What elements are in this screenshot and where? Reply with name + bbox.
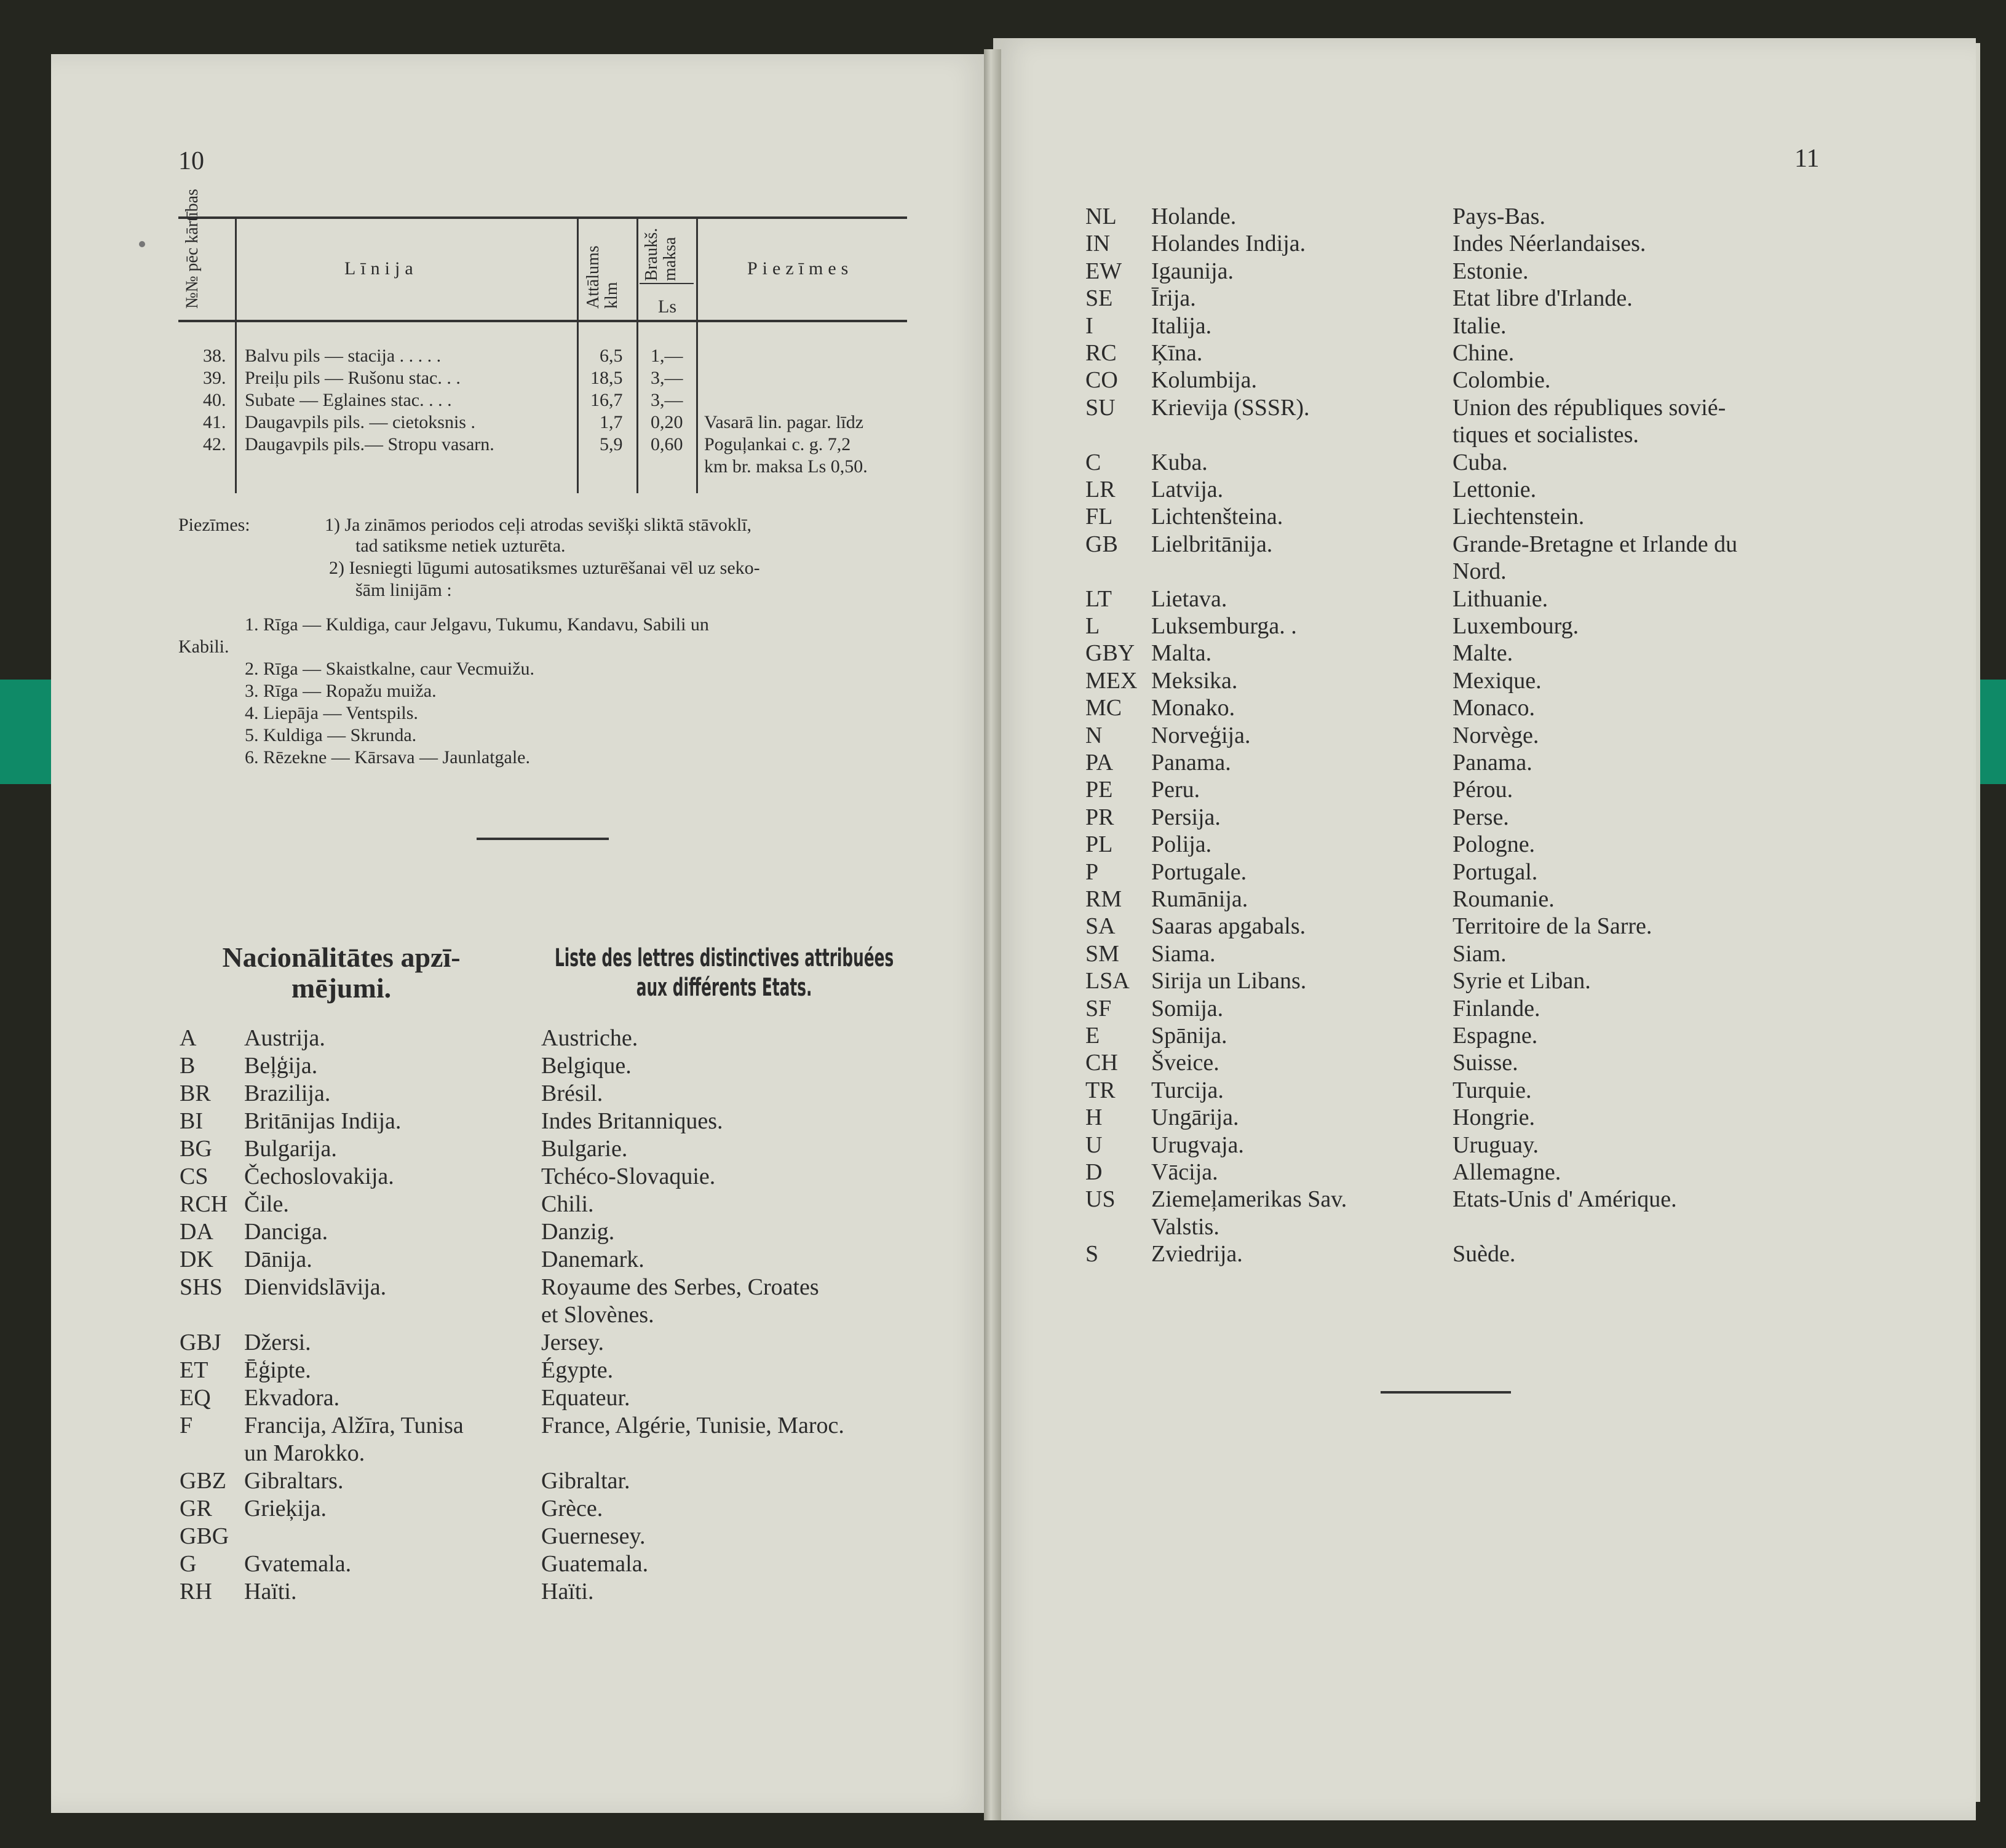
heading-latvian-line-1: Nacionālitātes apzī- [222, 942, 461, 973]
header-fare: Braukš. maksa [642, 228, 680, 281]
route-1: 1. Rīga — Kuldiga, caur Jelgavu, Tukumu, Kandavu, Sabili un [245, 614, 709, 635]
header-line: Līnija [344, 258, 418, 279]
entry-french-name: Danemark. [541, 1247, 644, 1272]
entry-latvian-name: Malta. [1151, 640, 1212, 667]
row-distance: 6,5 [600, 346, 623, 366]
entry-latvian-name: Latvija. [1151, 477, 1224, 502]
entry-code: BG [180, 1136, 212, 1162]
note-2-cont: šām linijām : [355, 580, 452, 600]
table-col-divider [235, 216, 237, 493]
entry-code: LT [1085, 585, 1112, 612]
entry-french-name: Portugal. [1453, 859, 1538, 885]
entry-french-name: Suède. [1453, 1241, 1516, 1267]
entry-code: S [1085, 1241, 1099, 1267]
route-5: 5. Kuldiga — Skrunda. [245, 725, 417, 745]
entry-latvian-name: Britānijas Indija. [244, 1108, 402, 1134]
entry-latvian-name: Portugale. [1151, 859, 1247, 885]
entry-french-name: Nord. [1453, 558, 1507, 585]
entry-latvian-name: Īrija. [1151, 285, 1196, 312]
row-line: Preiļu pils — Rušonu stac. . . [245, 368, 461, 388]
entry-french-name: Lettonie. [1453, 477, 1537, 502]
note-1-cont: tad satiksme netiek uzturēta. [355, 536, 566, 556]
route-4: 4. Liepāja — Ventspils. [245, 703, 418, 723]
entry-code: L [1085, 613, 1100, 639]
row-fare: 0,60 [651, 434, 683, 454]
route-6: 6. Rēzekne — Kārsava — Jaunlatgale. [245, 747, 530, 767]
entry-latvian-name: Krievija (SSSR). [1151, 394, 1310, 421]
entry-latvian-name: Persija. [1151, 804, 1221, 830]
book-spine [984, 49, 1001, 1820]
entry-code: RM [1085, 886, 1122, 912]
entry-french-name: Grèce. [541, 1496, 603, 1521]
route-1-cont: Kabili. [178, 636, 229, 657]
entry-french-name: Tchéco-Slovaquie. [541, 1164, 716, 1189]
row-note: Vasarā lin. pagar. līdz [704, 412, 864, 432]
entry-code: SA [1085, 913, 1116, 940]
entry-latvian-name: Kuba. [1151, 449, 1208, 475]
entry-code: H [1085, 1104, 1103, 1131]
entry-latvian-name: Peru. [1151, 777, 1200, 803]
header-distance: Attālums klm [584, 245, 621, 309]
entry-latvian-name: Luksemburga. . [1151, 613, 1297, 639]
entry-code: G [180, 1551, 197, 1577]
row-note-continued: km br. maksa Ls 0,50. [704, 456, 868, 477]
row-note: Poguļankai c. g. 7,2 [704, 434, 851, 454]
entry-french-name: Turquie. [1453, 1077, 1532, 1103]
entry-latvian-name: Vācija. [1151, 1159, 1218, 1185]
heading-french-line-2: aux différents Etats. [636, 974, 812, 1002]
row-line: Subate — Eglaines stac. . . . [245, 390, 452, 410]
entry-french-name: Guatemala. [541, 1551, 649, 1577]
entry-code: CS [180, 1164, 208, 1189]
entry-latvian-name: Gvatemala. [244, 1551, 352, 1577]
entry-code: SU [1085, 394, 1116, 421]
fare-currency-rule [640, 283, 694, 284]
entry-french-name: Chili. [541, 1191, 594, 1217]
entry-code: CH [1085, 1050, 1118, 1076]
table-col-divider [577, 216, 579, 493]
entry-french-name: et Slovènes. [541, 1302, 654, 1328]
entry-french-name: Uruguay. [1453, 1132, 1539, 1158]
entry-french-name: Haïti. [541, 1579, 594, 1604]
entry-french-name: Cuba. [1453, 449, 1508, 475]
row-no: 38. [203, 346, 226, 366]
entry-french-name: Gibraltar. [541, 1468, 630, 1494]
row-no: 40. [203, 390, 226, 410]
row-distance: 16,7 [590, 390, 623, 410]
entry-latvian-name: Polija. [1151, 831, 1212, 858]
entry-code: SM [1085, 940, 1119, 967]
entry-latvian-name: Grieķija. [244, 1496, 327, 1521]
entry-french-name: Perse. [1453, 804, 1509, 830]
paper-speck [139, 241, 145, 247]
entry-latvian-name: Ēģipte. [244, 1357, 311, 1383]
header-notes: Piezīmes [747, 258, 854, 279]
table-top-rule [178, 216, 907, 219]
entry-latvian-name: Čechoslovakija. [244, 1164, 394, 1189]
bus-lines-table [178, 189, 907, 493]
row-line: Daugavpils pils.— Stropu vasarn. [245, 434, 494, 454]
entry-french-name: Pays-Bas. [1453, 204, 1545, 229]
entry-latvian-name: Ekvadora. [244, 1385, 340, 1411]
entry-latvian-name: Lielbritānija. [1151, 531, 1273, 557]
entry-french-name: Liechtenstein. [1453, 504, 1585, 530]
entry-latvian-name: Ziemeļamerikas Sav. [1151, 1186, 1347, 1213]
entry-french-name: Indes Néerlandaises. [1453, 231, 1646, 257]
entry-french-name: Lithuanie. [1453, 585, 1548, 612]
entry-code: GBY [1085, 640, 1135, 667]
entry-latvian-name: Kolumbija. [1151, 367, 1258, 394]
entry-code: PR [1085, 804, 1114, 830]
entry-latvian-name: Dānija. [244, 1247, 312, 1272]
heading-latvian-line-2: mējumi. [291, 972, 392, 1004]
entry-french-name: Espagne. [1453, 1023, 1538, 1049]
header-number: №№ pēc kārtības [183, 189, 202, 309]
entry-french-name: Equateur. [541, 1385, 630, 1411]
entry-french-name: Panama. [1453, 750, 1532, 775]
entry-latvian-name: Haïti. [244, 1579, 297, 1604]
page-number-right: 11 [1794, 145, 1820, 173]
entry-french-name: Estonie. [1453, 258, 1529, 284]
entry-latvian-name: Meksika. [1151, 667, 1238, 694]
entry-latvian-name: Sirija un Libans. [1151, 968, 1307, 994]
entry-french-name: Malte. [1453, 640, 1513, 667]
entry-code: TR [1085, 1077, 1116, 1103]
entry-code: RH [180, 1579, 212, 1604]
entry-french-name: Danzig. [541, 1219, 615, 1245]
entry-french-name: Colombie. [1453, 367, 1551, 394]
row-fare: 3,— [651, 368, 683, 388]
entry-code: GBJ [180, 1330, 221, 1355]
row-fare: 1,— [651, 346, 683, 366]
entry-code: GB [1085, 531, 1118, 557]
entry-code: RCH [180, 1191, 228, 1217]
entry-code: GR [180, 1496, 212, 1521]
entry-code: BR [180, 1081, 211, 1106]
entry-latvian-name: Beļģija. [244, 1053, 318, 1079]
route-2: 2. Rīga — Skaistkalne, caur Vecmuižu. [245, 659, 535, 679]
entry-french-name: Luxembourg. [1453, 613, 1579, 639]
entry-code: FL [1085, 504, 1113, 530]
entry-code: EW [1085, 258, 1122, 284]
entry-french-name: Union des républiques sovié- [1453, 394, 1726, 421]
row-no: 39. [203, 368, 226, 388]
entry-french-name: France, Algérie, Tunisie, Maroc. [541, 1413, 844, 1438]
entry-latvian-name: Bulgarija. [244, 1136, 337, 1162]
entry-latvian-name: Valstis. [1151, 1213, 1219, 1240]
entry-latvian-name: Norveģija. [1151, 722, 1251, 748]
entry-code: PL [1085, 831, 1113, 858]
entry-code: RC [1085, 340, 1117, 366]
entry-code: F [180, 1413, 193, 1438]
entry-latvian-name: Šveice. [1151, 1050, 1219, 1076]
route-3: 3. Rīga — Ropažu muiža. [245, 681, 437, 701]
entry-french-name: Brésil. [541, 1081, 603, 1106]
entry-code: MC [1085, 695, 1122, 721]
entry-code: US [1085, 1186, 1116, 1213]
end-separator [1381, 1391, 1511, 1394]
entry-code: GBG [180, 1523, 229, 1549]
entry-latvian-name: Ungārija. [1151, 1104, 1239, 1131]
entry-latvian-name: Danciga. [244, 1219, 328, 1245]
entry-latvian-name: Somija. [1151, 995, 1224, 1021]
row-line: Balvu pils — stacija . . . . . [245, 346, 442, 366]
entry-french-name: Territoire de la Sarre. [1453, 913, 1652, 940]
entry-code: CO [1085, 367, 1118, 394]
entry-french-name: Pérou. [1453, 777, 1513, 803]
entry-latvian-name: Zviedrija. [1151, 1241, 1243, 1267]
row-line: Daugavpils pils. — cietoksnis . [245, 412, 475, 432]
entry-code: DA [180, 1219, 213, 1245]
heading-french [541, 943, 907, 1002]
entry-code: N [1085, 722, 1103, 748]
table-col-divider [696, 216, 698, 493]
entry-french-name: Hongrie. [1453, 1104, 1536, 1131]
table-header-rule [178, 320, 907, 322]
entry-code: PE [1085, 777, 1113, 803]
row-no: 42. [203, 434, 226, 454]
entry-code: LR [1085, 477, 1116, 502]
heading-french-line-1: Liste des lettres distinctives attribuées [554, 944, 894, 972]
entry-code: PA [1085, 750, 1114, 775]
table-col-divider [636, 216, 638, 493]
row-distance: 5,9 [600, 434, 623, 454]
entry-code: SF [1085, 995, 1112, 1021]
row-no: 41. [203, 412, 226, 432]
entry-latvian-name: Holandes Indija. [1151, 231, 1306, 257]
entry-latvian-name: Lietava. [1151, 585, 1227, 612]
entry-french-name: Mexique. [1453, 667, 1542, 694]
entry-latvian-name: Siama. [1151, 940, 1216, 967]
entry-french-name: Chine. [1453, 340, 1515, 366]
entry-code: I [1085, 312, 1093, 339]
entry-french-name: Pologne. [1453, 831, 1536, 858]
entry-french-name: Italie. [1453, 312, 1507, 339]
entry-latvian-name: Austrija. [244, 1025, 325, 1051]
entry-code: E [1085, 1023, 1100, 1049]
entry-code: LSA [1085, 968, 1130, 994]
entry-code: SHS [180, 1274, 223, 1300]
entry-code: GBZ [180, 1468, 226, 1494]
note-2: 2) Iesniegti lūgumi autosatiksmes uzturēšanai vēl uz seko- [329, 558, 760, 578]
entry-french-name: Belgique. [541, 1053, 632, 1079]
page-number-left: 10 [178, 147, 204, 175]
entry-french-name: Grande-Bretagne et Irlande du [1453, 531, 1738, 557]
entry-french-name: Suisse. [1453, 1050, 1518, 1076]
entry-latvian-name: Dienvidslāvija. [244, 1274, 387, 1300]
row-distance: 1,7 [600, 412, 623, 432]
entry-latvian-name: Italija. [1151, 312, 1212, 339]
entry-code: D [1085, 1159, 1103, 1185]
entry-french-name: Norvège. [1453, 722, 1539, 748]
entry-french-name: Syrie et Liban. [1453, 968, 1591, 994]
entry-code: DK [180, 1247, 213, 1272]
entry-code: A [180, 1025, 197, 1051]
entry-latvian-name: Džersi. [244, 1330, 311, 1355]
row-distance: 18,5 [590, 368, 623, 388]
entry-latvian-name: Turcija. [1151, 1077, 1224, 1103]
entry-latvian-name: Holande. [1151, 204, 1237, 229]
notes-label: Piezīmes: [178, 515, 250, 535]
entry-code: BI [180, 1108, 203, 1134]
row-fare: 3,— [651, 390, 683, 410]
entry-french-name: Allemagne. [1453, 1159, 1561, 1185]
entry-french-name: Royaume des Serbes, Croates [541, 1274, 819, 1300]
entry-french-name: Indes Britanniques. [541, 1108, 723, 1134]
entry-code: C [1085, 449, 1101, 475]
entry-latvian-name: Igaunija. [1151, 258, 1234, 284]
entry-french-name: Monaco. [1453, 695, 1536, 721]
row-fare: 0,20 [651, 412, 683, 432]
entry-latvian-name: Spānija. [1151, 1023, 1227, 1049]
entry-french-name: Austriche. [541, 1025, 638, 1051]
entry-latvian-name: Francija, Alžīra, Tunisa [244, 1413, 464, 1438]
entry-french-name: Bulgarie. [541, 1136, 628, 1162]
entry-latvian-name: Brazilija. [244, 1081, 331, 1106]
entry-french-name: Finlande. [1453, 995, 1540, 1021]
entry-french-name: Siam. [1453, 940, 1507, 967]
entry-code: NL [1085, 204, 1117, 229]
entry-code: MEX [1085, 667, 1138, 694]
entry-latvian-name: Lichtenšteina. [1151, 504, 1283, 530]
entry-code: ET [180, 1357, 208, 1383]
entry-latvian-name: Ķīna. [1151, 340, 1203, 366]
entry-code: SE [1085, 285, 1113, 312]
entry-french-name: Etats-Unis d' Amérique. [1453, 1186, 1677, 1213]
entry-latvian-name: Panama. [1151, 750, 1231, 775]
entry-code: U [1085, 1132, 1103, 1158]
entry-code: P [1085, 859, 1099, 885]
heading-latvian [184, 942, 498, 1004]
entry-code: B [180, 1053, 196, 1079]
entry-french-name: Roumanie. [1453, 886, 1555, 912]
entry-latvian-name: Saaras apgabals. [1151, 913, 1306, 940]
entry-latvian-name: Rumānija. [1151, 886, 1248, 912]
entry-french-name: Guernesey. [541, 1523, 646, 1549]
entry-code: EQ [180, 1385, 211, 1411]
entry-french-name: Jersey. [541, 1330, 604, 1355]
entry-french-name: Égypte. [541, 1357, 614, 1383]
entry-code: IN [1085, 231, 1111, 257]
entry-latvian-name: Čile. [244, 1191, 289, 1217]
entry-latvian-name: un Marokko. [244, 1440, 365, 1466]
entry-latvian-name: Monako. [1151, 695, 1235, 721]
header-currency: Ls [658, 296, 676, 317]
entry-french-name: Etat libre d'Irlande. [1453, 285, 1633, 312]
note-1: 1) Ja zināmos periodos ceļi atrodas sevišķi sliktā stāvoklī, [325, 515, 752, 535]
section-separator [477, 838, 609, 840]
entry-latvian-name: Gibraltars. [244, 1468, 344, 1494]
entry-latvian-name: Urugvaja. [1151, 1132, 1244, 1158]
entry-french-name: tiques et socialistes. [1453, 422, 1639, 448]
